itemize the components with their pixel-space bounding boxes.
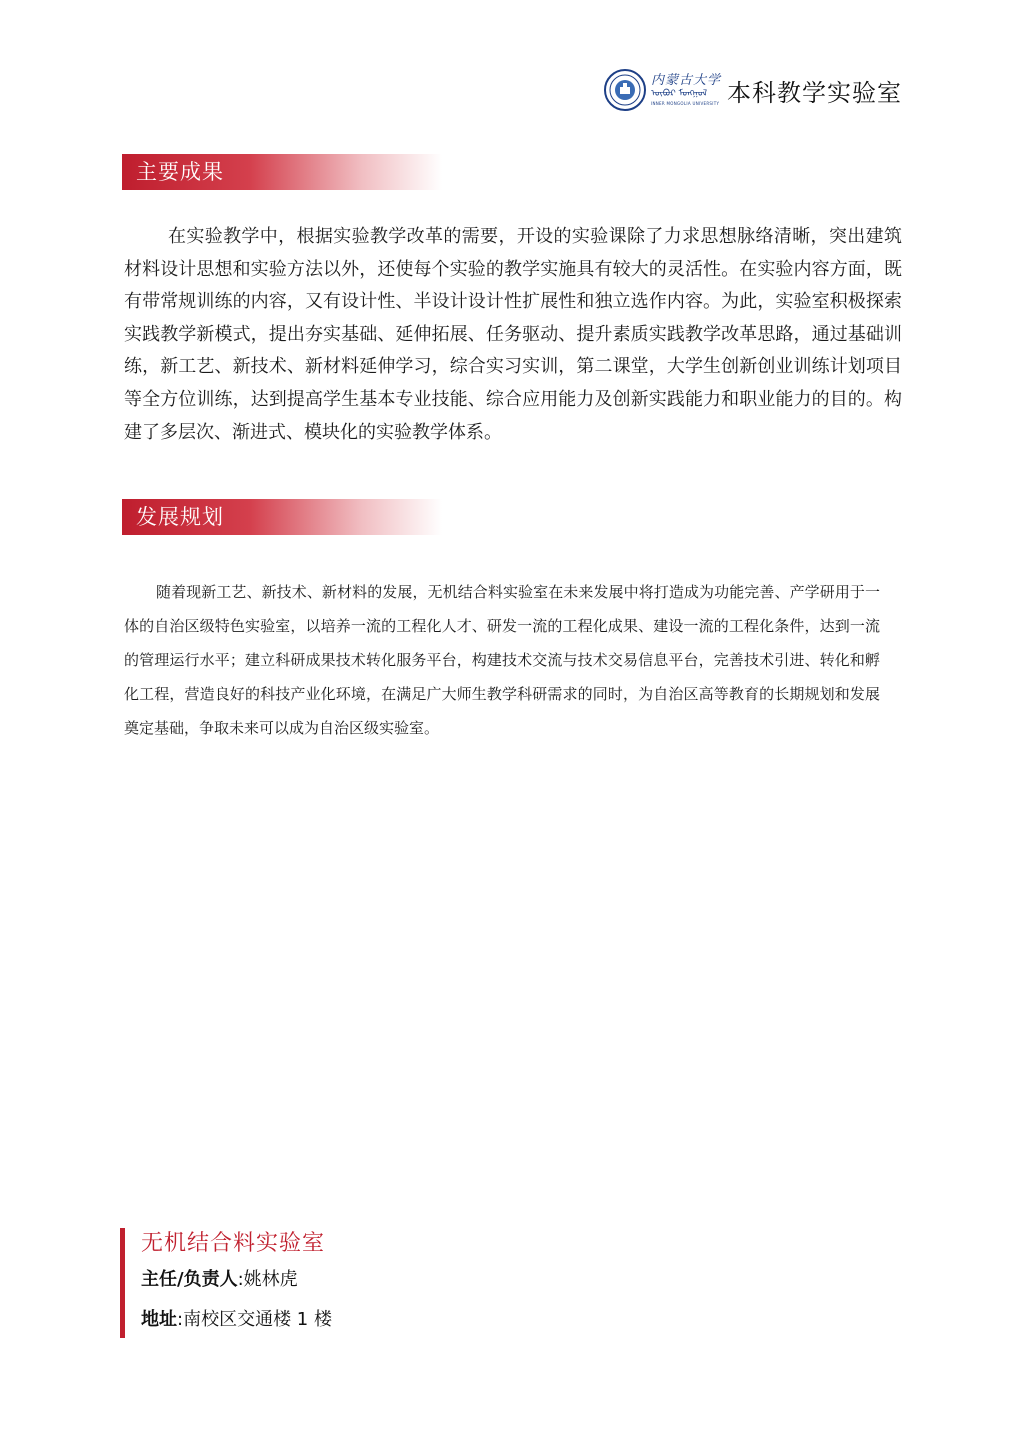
address-value: 南校区交通楼 1 楼 [183, 1309, 332, 1330]
university-logo [603, 68, 721, 112]
address-line [141, 1300, 332, 1340]
address-label: 地址 [141, 1309, 177, 1330]
section-body-achievements: 在实验教学中，根据实验教学改革的需要，开设的实验课除了力求思想脉络清晰，突出建筑材料设计思想和实验方法以外，还使每个实验的教学实施具有较大的灵活性。在实验内容方面，既有带常规训练的内容，又有设计性、半设计设计性扩展性和独立选作内容。为此，实验室积极探索实践教学新模式，提出夯实基础、延伸拓展、任务驱动、提升素质实践教学改革思路，通过基础训练，新工艺、新技术、新材料延伸学习，综合实习实训，第二课堂，大学生创新创业训练计划项目等全方位训练，达到提高学生基本专业技能、综合应用能力及创新实践能力和职业能力的目的。构建了多层次、渐进式、模块化的实验教学体系。 [124, 226, 902, 443]
director-label: 主任/负责人 [141, 1269, 238, 1290]
address-separator: : [177, 1309, 184, 1330]
header-title: 本科教学实验室 [727, 78, 902, 107]
university-seal-icon [603, 68, 647, 112]
director-value: 姚林虎 [243, 1269, 298, 1290]
lab-name: 无机结合料实验室 [141, 1231, 326, 1256]
logo-english-name: INNER MONGOLIA UNIVERSITY [650, 101, 720, 106]
section-body-development-plan: 随着现新工艺、新技术、新材料的发展，无机结合料实验室在未来发展中将打造成为功能完善、产学研用于一体的自治区级特色实验室，以培养一流的工程化人才、研发一流的工程化成果、建设一流的工程化条件，达到一流的管理运行水平；建立科研成果技术转化服务平台，构建技术交流与技术交易信息平台，完善技术引进、转化和孵化工程，营造良好的科技产业化环境，在满足广大师生教学科研需求的同时，为自治区高等教育的长期规划和发展奠定基础，争取未来可以成为自治区级实验室。 [124, 583, 880, 737]
lab-info-block [120, 1228, 332, 1338]
page-header [603, 68, 902, 112]
logo-chinese-name: 内蒙古大学 [650, 73, 721, 88]
director-separator: : [237, 1269, 244, 1290]
logo-mongolian-name: ᠦᠪᠦᠷ ᠮᠣᠩᠭᠣᠯ [650, 89, 708, 99]
section-heading-achievements: 主要成果 [122, 154, 442, 190]
director-line [141, 1260, 332, 1300]
section-heading-development-plan: 发展规划 [122, 499, 442, 535]
